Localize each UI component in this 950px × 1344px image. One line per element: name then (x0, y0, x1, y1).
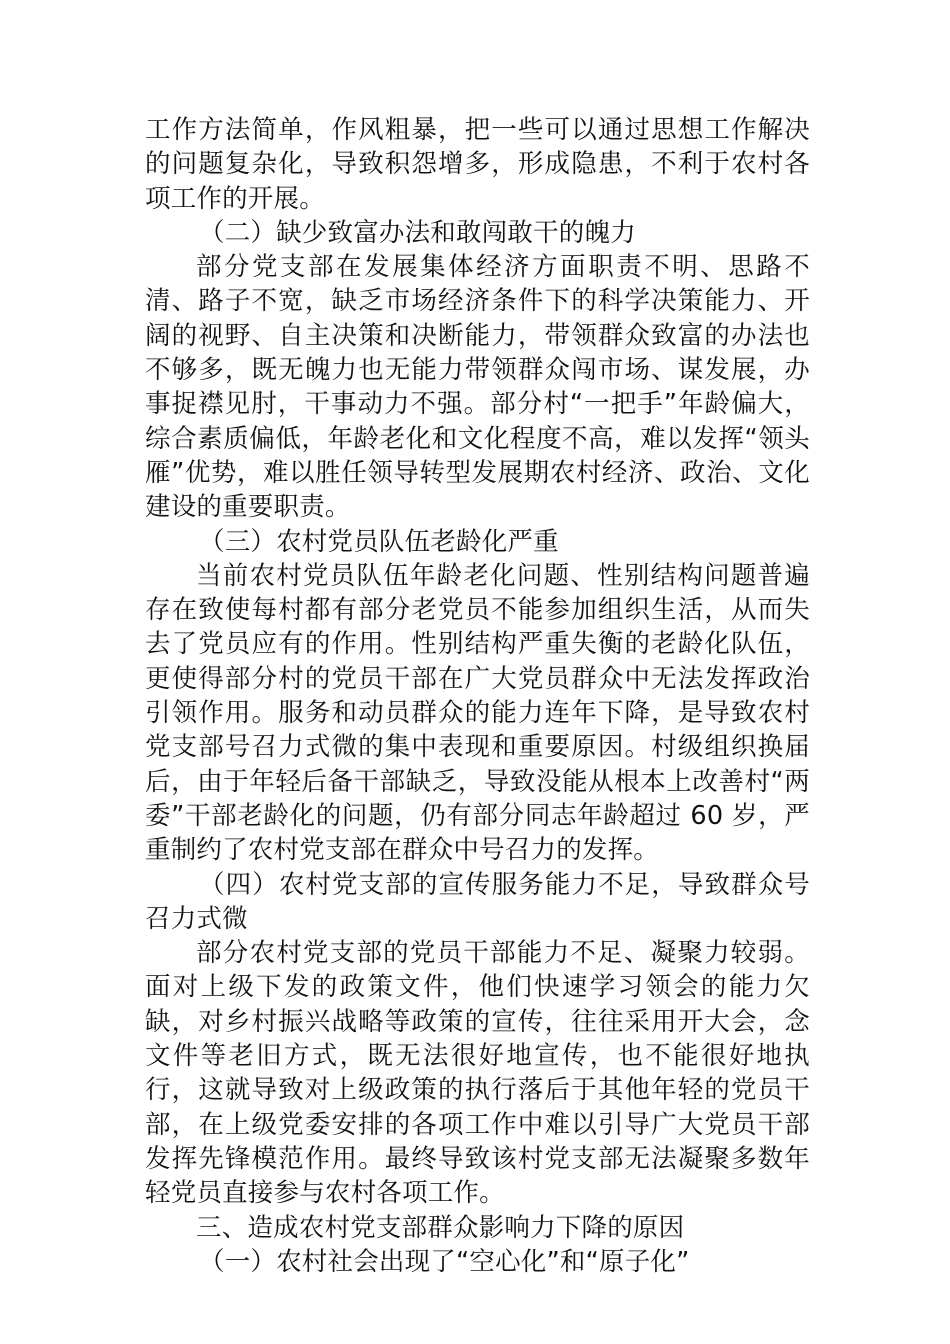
section-heading-1: （一）农村社会出现了“空心化”和“原子化” (199, 1246, 690, 1277)
document-page (145, 113, 810, 1279)
section-heading-2: （二）缺少致富办法和敢闯敢干的魄力 (199, 217, 636, 248)
section-heading-3: （三）农村党员队伍老龄化严重 (199, 526, 559, 557)
body-paragraph: 当前农村党员队伍年龄老化问题、性别结构问题普遍存在致使每村都有部分老党员不能参加组织生活，从而失去了党员应有的作用。性别结构严重失衡的老龄化队伍，更使得部分村的党员干部在广大党员群众中无法发挥政治引领作用。服务和动员群众的能力连年下降，是导致农村党支部号召力式微的集中表现和重要原因。村级组织换届后，由于年轻后备干部缺乏，导致没能从根本上改善村“两委”干部老龄化的问题，仍有部分同志年龄超过 60 岁，严重制约了农村党支部在群众中号召力的发挥。 (145, 560, 810, 866)
section-heading-4: （四）农村党支部的宣传服务能力不足，导致群众号召力式微 (145, 869, 810, 934)
body-paragraph: 部分农村党支部的党员干部能力不足、凝聚力较弱。面对上级下发的政策文件，他们快速学习领会的能力欠缺，对乡村振兴战略等政策的宣传，往往采用开大会，念文件等老旧方式，既无法很好地宣传，也不能很好地执行，这就导致对上级政策的执行落后于其他年轻的党员干部，在上级党委安排的各项工作中难以引导广大党员干部发挥先锋模范作用。最终导致该村党支部无法凝聚多数年轻党员直接参与农村各项工作。 (145, 938, 810, 1209)
body-paragraph: 部分党支部在发展集体经济方面职责不明、思路不清、路子不宽，缺乏市场经济条件下的科学决策能力、开阔的视野、自主决策和决断能力，带领群众致富的办法也不够多，既无魄力也无能力带领群众闯市场、谋发展，办事捉襟见肘，干事动力不强。部分村“一把手”年龄偏大，综合素质偏低，年龄老化和文化程度不高，难以发挥“领头雁”优势，难以胜任领导转型发展期农村经济、政治、文化建设的重要职责。 (145, 252, 810, 523)
chapter-heading-3: 三、造成农村党支部群众影响力下降的原因 (196, 1212, 685, 1243)
paragraph-continuation: 工作方法简单，作风粗暴，把一些可以通过思想工作解决的问题复杂化，导致积怨增多，形成隐患，不利于农村各项工作的开展。 (145, 115, 810, 214)
